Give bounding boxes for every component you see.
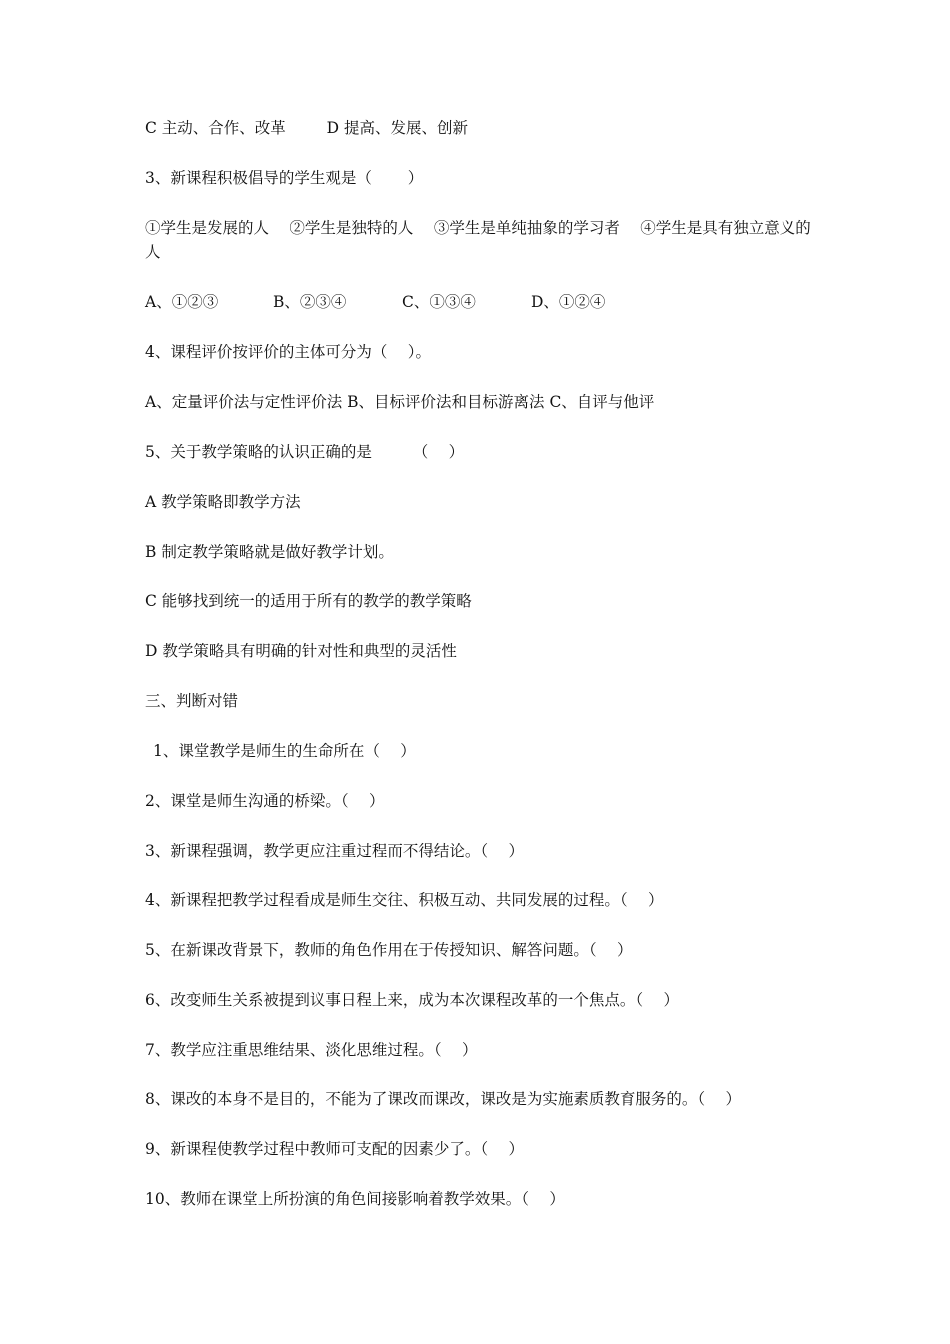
section-heading-true-false: 三、判断对错 (145, 692, 239, 710)
q3-option-a: A、①②③ (145, 293, 219, 311)
tf-item-9: 9、新课程使教学过程中教师可支配的因素少了。（ ） (145, 1140, 525, 1158)
q3-option-c: C、①③④ (402, 293, 476, 311)
q4-options: A、定量评价法与定性评价法 B、目标评价法和目标游离法 C、自评与他评 (145, 393, 655, 411)
q3-options (145, 290, 825, 314)
q3-question: 3、新课程积极倡导的学生观是（ ） (145, 169, 424, 187)
q2-options-cd: C 主动、合作、改革 D 提高、发展、创新 (145, 119, 468, 137)
tf-item-3: 3、新课程强调，教学更应注重过程而不得结论。（ ） (145, 842, 525, 860)
tf-item-5: 5、在新课改背景下，教师的角色作用在于传授知识、解答问题。（ ） (145, 941, 633, 959)
q5-option-a: A 教学策略即教学方法 (145, 493, 301, 511)
tf-item-8: 8、课改的本身不是目的，不能为了课改而课改，课改是为实施素质教育服务的。（ ） (145, 1090, 742, 1108)
q5-option-c: C 能够找到统一的适用于所有的教学的教学策略 (145, 592, 472, 610)
tf-item-4: 4、新课程把教学过程看成是师生交往、积极互动、共同发展的过程。（ ） (145, 891, 664, 909)
q4-question: 4、课程评价按评价的主体可分为（ ）。 (145, 343, 432, 361)
q3-option-b: B、②③④ (273, 293, 347, 311)
tf-item-7: 7、教学应注重思维结果、淡化思维过程。（ ） (145, 1041, 478, 1059)
tf-item-2: 2、课堂是师生沟通的桥梁。（ ） (145, 792, 385, 810)
q5-option-b: B 制定教学策略就是做好教学计划。 (145, 543, 394, 561)
q5-question: 5、关于教学策略的认识正确的是 （ ） (145, 443, 465, 461)
q5-option-d: D 教学策略具有明确的针对性和典型的灵活性 (145, 642, 457, 660)
q3-option-d: D、①②④ (531, 293, 606, 311)
tf-item-6: 6、改变师生关系被提到议事日程上来，成为本次课程改革的一个焦点。（ ） (145, 991, 680, 1009)
q3-statements: ①学生是发展的人 ②学生是独特的人 ③学生是单纯抽象的学习者 ④学生是具有独立意义的人 (145, 219, 811, 261)
tf-item-10: 10、教师在课堂上所扮演的角色间接影响着教学效果。（ ） (145, 1190, 565, 1208)
tf-item-1: 1、课堂教学是师生的生命所在（ ） (153, 742, 416, 760)
